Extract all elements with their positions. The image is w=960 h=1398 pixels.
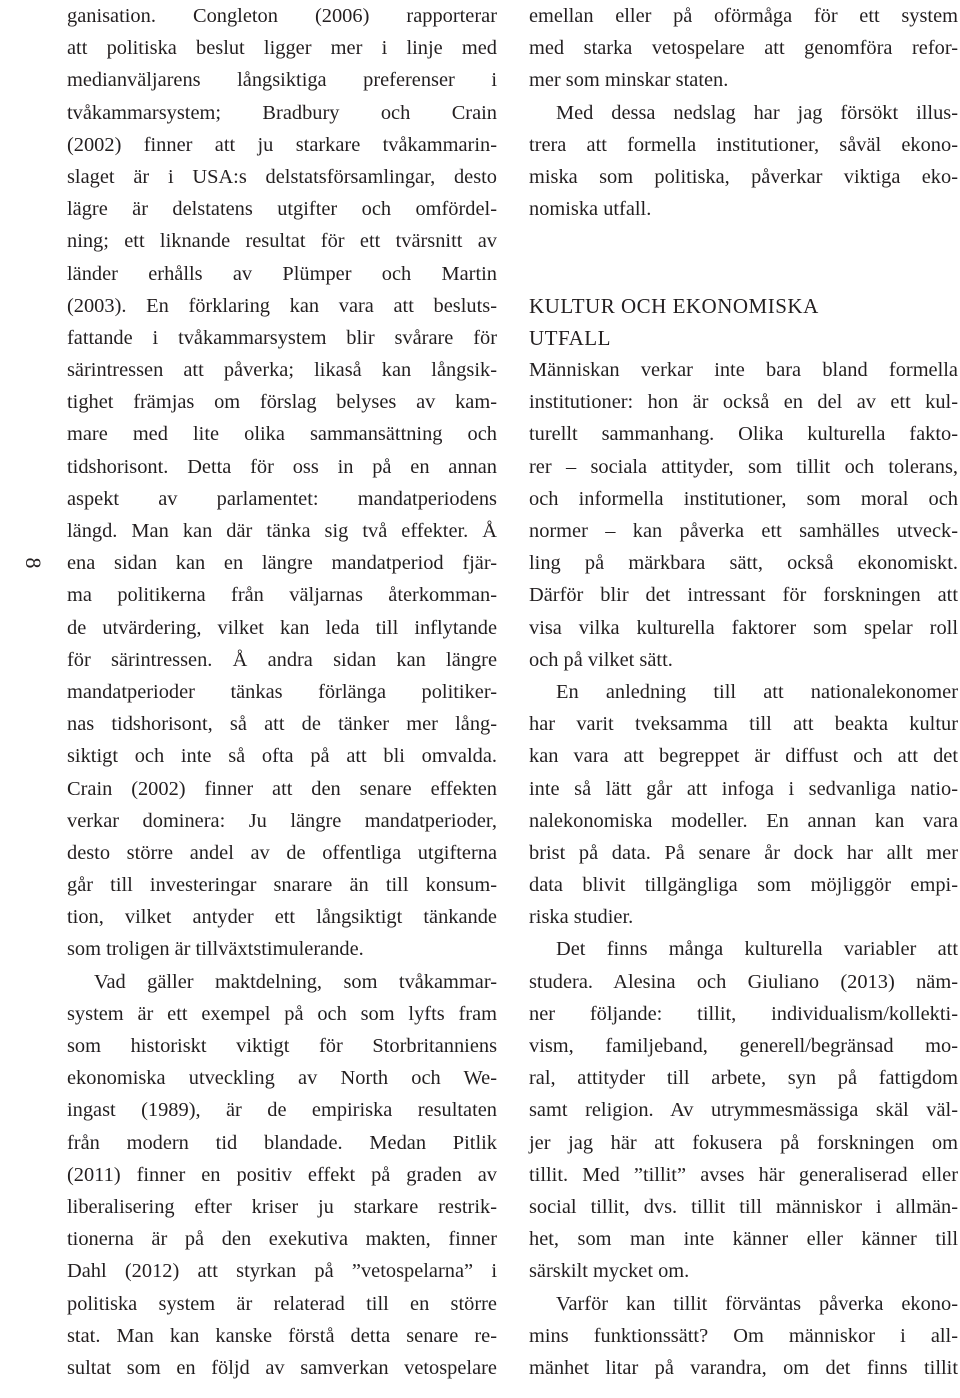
left-column-text-line: (2003). En förklaring kan vara att besluts- — [67, 294, 497, 317]
left-column-text-line: lägre är delstatens utgifter och omfördel- — [67, 198, 497, 221]
left-column-text-line: ma politikerna från väljarnas återkomman- — [67, 584, 497, 607]
left-column-text-line: liberalisering efter kriser ju starkare restrik- — [67, 1195, 497, 1218]
right-column-text-line: jer jag här att fokusera på forskningen om — [529, 1131, 958, 1154]
left-column-text-line: som troligen är tillväxtstimulerande. — [67, 938, 364, 961]
left-column-text-line: går till investeringar snarare än till konsum- — [67, 874, 497, 897]
right-column-text-line: turellt sammanhang. Olika kulturella fakto- — [529, 423, 958, 446]
right-column-text-line: samt religion. Av utrymmesmässiga skäl väl- — [529, 1099, 958, 1122]
left-column-text-line: (2002) finner att ju starkare tvåkammarin- — [67, 133, 497, 156]
right-column-text-line: Därför blir det intressant för forskningen att — [529, 584, 958, 607]
left-column-text-line: tvåkammarsystem; Bradbury och Crain — [67, 101, 497, 124]
left-column-text-line: ning; ett liknande resultat för ett tvärsnitt av — [67, 230, 497, 253]
left-column-text-line: ingast (1989), är de empiriska resultaten — [67, 1099, 497, 1122]
right-column-text-line: En anledning till att nationalekonomer — [556, 680, 958, 703]
left-column-text-line: ekonomiska utveckling av North och We- — [67, 1067, 497, 1090]
right-column-text-line: brist på data. På senare år dock har allt mer — [529, 841, 958, 864]
right-column-text-line: data blivit tillgängliga som möjliggör empi- — [529, 874, 958, 897]
right-column-text-line: Varför kan tillit förväntas påverka ekono- — [556, 1292, 958, 1315]
left-column-text-line: ena sidan kan en längre mandatperiod fjär- — [67, 552, 497, 575]
section-heading-line: KULTUR OCH EKONOMISKA — [529, 293, 819, 318]
left-column-text-line: tighet främjas om förslag belyses av kam- — [67, 391, 497, 414]
right-column-text-line: Det finns många kulturella variabler att — [556, 938, 958, 961]
right-column-text-line: het, som man inte känner eller känner till — [529, 1228, 958, 1251]
left-column-text-line: tidshorisont. Detta för oss in på en annan — [67, 455, 497, 478]
left-column-text-line: Dahl (2012) att styrkan på ”vetospelarna” i — [67, 1260, 497, 1283]
left-column-text-line: särintressen att påverka; likaså kan långsik- — [67, 359, 497, 382]
right-column-text-line: ling på märkbara sätt, också ekonomiskt. — [529, 552, 958, 575]
left-column-text-line: slaget är i USA:s delstatsförsamlingar, desto — [67, 165, 497, 188]
right-column-text-line: trera att formella institutioner, såväl ekono- — [529, 133, 958, 156]
left-column-text-line: ganisation. Congleton (2006) rapporterar — [67, 5, 497, 27]
right-column-text-line: rer – sociala attityder, som tillit och tolerans, — [529, 455, 958, 478]
left-column-text-line: medianväljarens långsiktiga preferenser i — [67, 69, 497, 92]
right-column-text-line: särskilt mycket om. — [529, 1260, 690, 1283]
left-column-text-line: verkar dominera: Ju längre mandatperioder, — [67, 809, 497, 832]
left-column-text-line: stat. Man kan kanske förstå detta senare re- — [67, 1324, 497, 1347]
left-column-text-line: aspekt av parlamentet: mandatperiodens — [67, 487, 497, 510]
right-column-text-line: med starka vetospelare att genomföra refor- — [529, 37, 958, 60]
right-column-text-line: nomiska utfall. — [529, 198, 652, 221]
right-column-text-line: emellan eller på oförmåga för ett system — [529, 5, 958, 27]
left-column-text-line: politiska system är relaterad till en större — [67, 1292, 497, 1315]
right-column-text-line: mänhet litar på varandra, om det finns tillit — [529, 1356, 958, 1379]
right-column-text-line: social tillit, dvs. tillit till människor i allmän- — [529, 1195, 958, 1218]
right-column-text-line: tillit. Med ”tillit” avses här generaliserad eller — [529, 1163, 958, 1186]
left-column-text-line: (2011) finner en positiv effekt på graden av — [67, 1163, 497, 1186]
left-column-text-line: de utvärdering, vilket kan leda till inflytande — [67, 616, 497, 639]
right-column-text-line: vism, familjeband, generell/begränsad mo- — [529, 1035, 958, 1057]
left-column-text-line: siktigt och inte så ofta på att bli omvalda. — [67, 745, 497, 768]
right-column-text-line: visa vilka kulturella faktorer som spelar roll — [529, 616, 958, 639]
left-column-text-line: fattande i tvåkammarsystem blir svårare för — [67, 326, 497, 349]
right-column-text-line: inte så lätt går att infoga i sedvanliga natio- — [529, 777, 958, 800]
left-column-text-line: tionerna är på den exekutiva makten, finner — [67, 1228, 497, 1251]
right-column-text-line: har varit tveksamma till att beakta kultur — [529, 713, 958, 736]
left-column-text-line: Crain (2002) finner att den senare effekten — [67, 777, 497, 800]
right-column-text-line: och informella institutioner, som moral och — [529, 487, 958, 510]
left-column-text-line: att politiska beslut ligger mer i linje med — [67, 37, 497, 60]
left-column-text-line: för särintressen. Å andra sidan kan längre — [67, 648, 497, 671]
left-column-text-line: nas tidshorisont, så att de tänker mer lång- — [67, 713, 497, 736]
right-column-text-line: kan vara att begreppet är diffust och att det — [529, 745, 958, 768]
left-column-text-line: som historiskt viktigt för Storbritanniens — [67, 1035, 497, 1057]
section-heading-line: UTFALL — [529, 325, 611, 350]
right-column-text-line: mer som minskar staten. — [529, 69, 729, 92]
right-column-text-line: normer – kan påverka ett samhälles utveck- — [529, 520, 958, 542]
left-text-column — [67, 0, 497, 1384]
right-column-text-line: studera. Alesina och Giuliano (2013) näm- — [529, 970, 958, 993]
right-text-column — [529, 0, 958, 1384]
left-column-text-line: system är ett exempel på och som lyfts fram — [67, 1002, 497, 1025]
left-column-text-line: tion, vilket antyder ett långsiktigt tänkande — [67, 906, 497, 929]
right-column-text-line: och på vilket sätt. — [529, 648, 673, 671]
blank-line — [529, 258, 958, 290]
left-column-text-line: desto större andel av de offentliga utgifterna — [67, 841, 497, 864]
left-column-text-line: mare med lite olika sammansättning och — [67, 423, 497, 446]
left-column-text-line: länder erhålls av Plümper och Martin — [67, 262, 497, 285]
left-column-text-line: från modern tid blandade. Medan Pitlik — [67, 1131, 497, 1154]
right-column-text-line: Människan verkar inte bara bland formella — [529, 359, 958, 382]
right-column-text-line: nalekonomiska modeller. En annan kan vara — [529, 809, 958, 832]
page-number: 8 — [21, 557, 46, 569]
right-column-text-line: miska som politiska, påverkar viktiga eko- — [529, 165, 958, 188]
right-column-text-line: ner följande: tillit, individualism/kollekti- — [529, 1002, 958, 1025]
left-column-text-line: Vad gäller maktdelning, som tvåkammar- — [94, 970, 497, 993]
right-column-text-line: riska studier. — [529, 906, 634, 929]
right-column-text-line: institutioner: hon är också en del av ett kul- — [529, 391, 958, 414]
left-column-text-line: mandatperioder tänkas förlänga politiker- — [67, 680, 497, 703]
left-column-text-line: längd. Man kan där tänka sig två effekter. Å — [67, 520, 497, 542]
left-column-text-line: sultat som en följd av samverkan vetospelare — [67, 1356, 497, 1379]
right-column-text-line: ral, attityder till arbete, syn på fattigdom — [529, 1067, 958, 1090]
blank-line — [529, 225, 958, 257]
right-column-text-line: Med dessa nedslag har jag försökt illus- — [556, 101, 958, 124]
right-column-text-line: mins funktionssätt? Om människor i all- — [529, 1324, 958, 1347]
